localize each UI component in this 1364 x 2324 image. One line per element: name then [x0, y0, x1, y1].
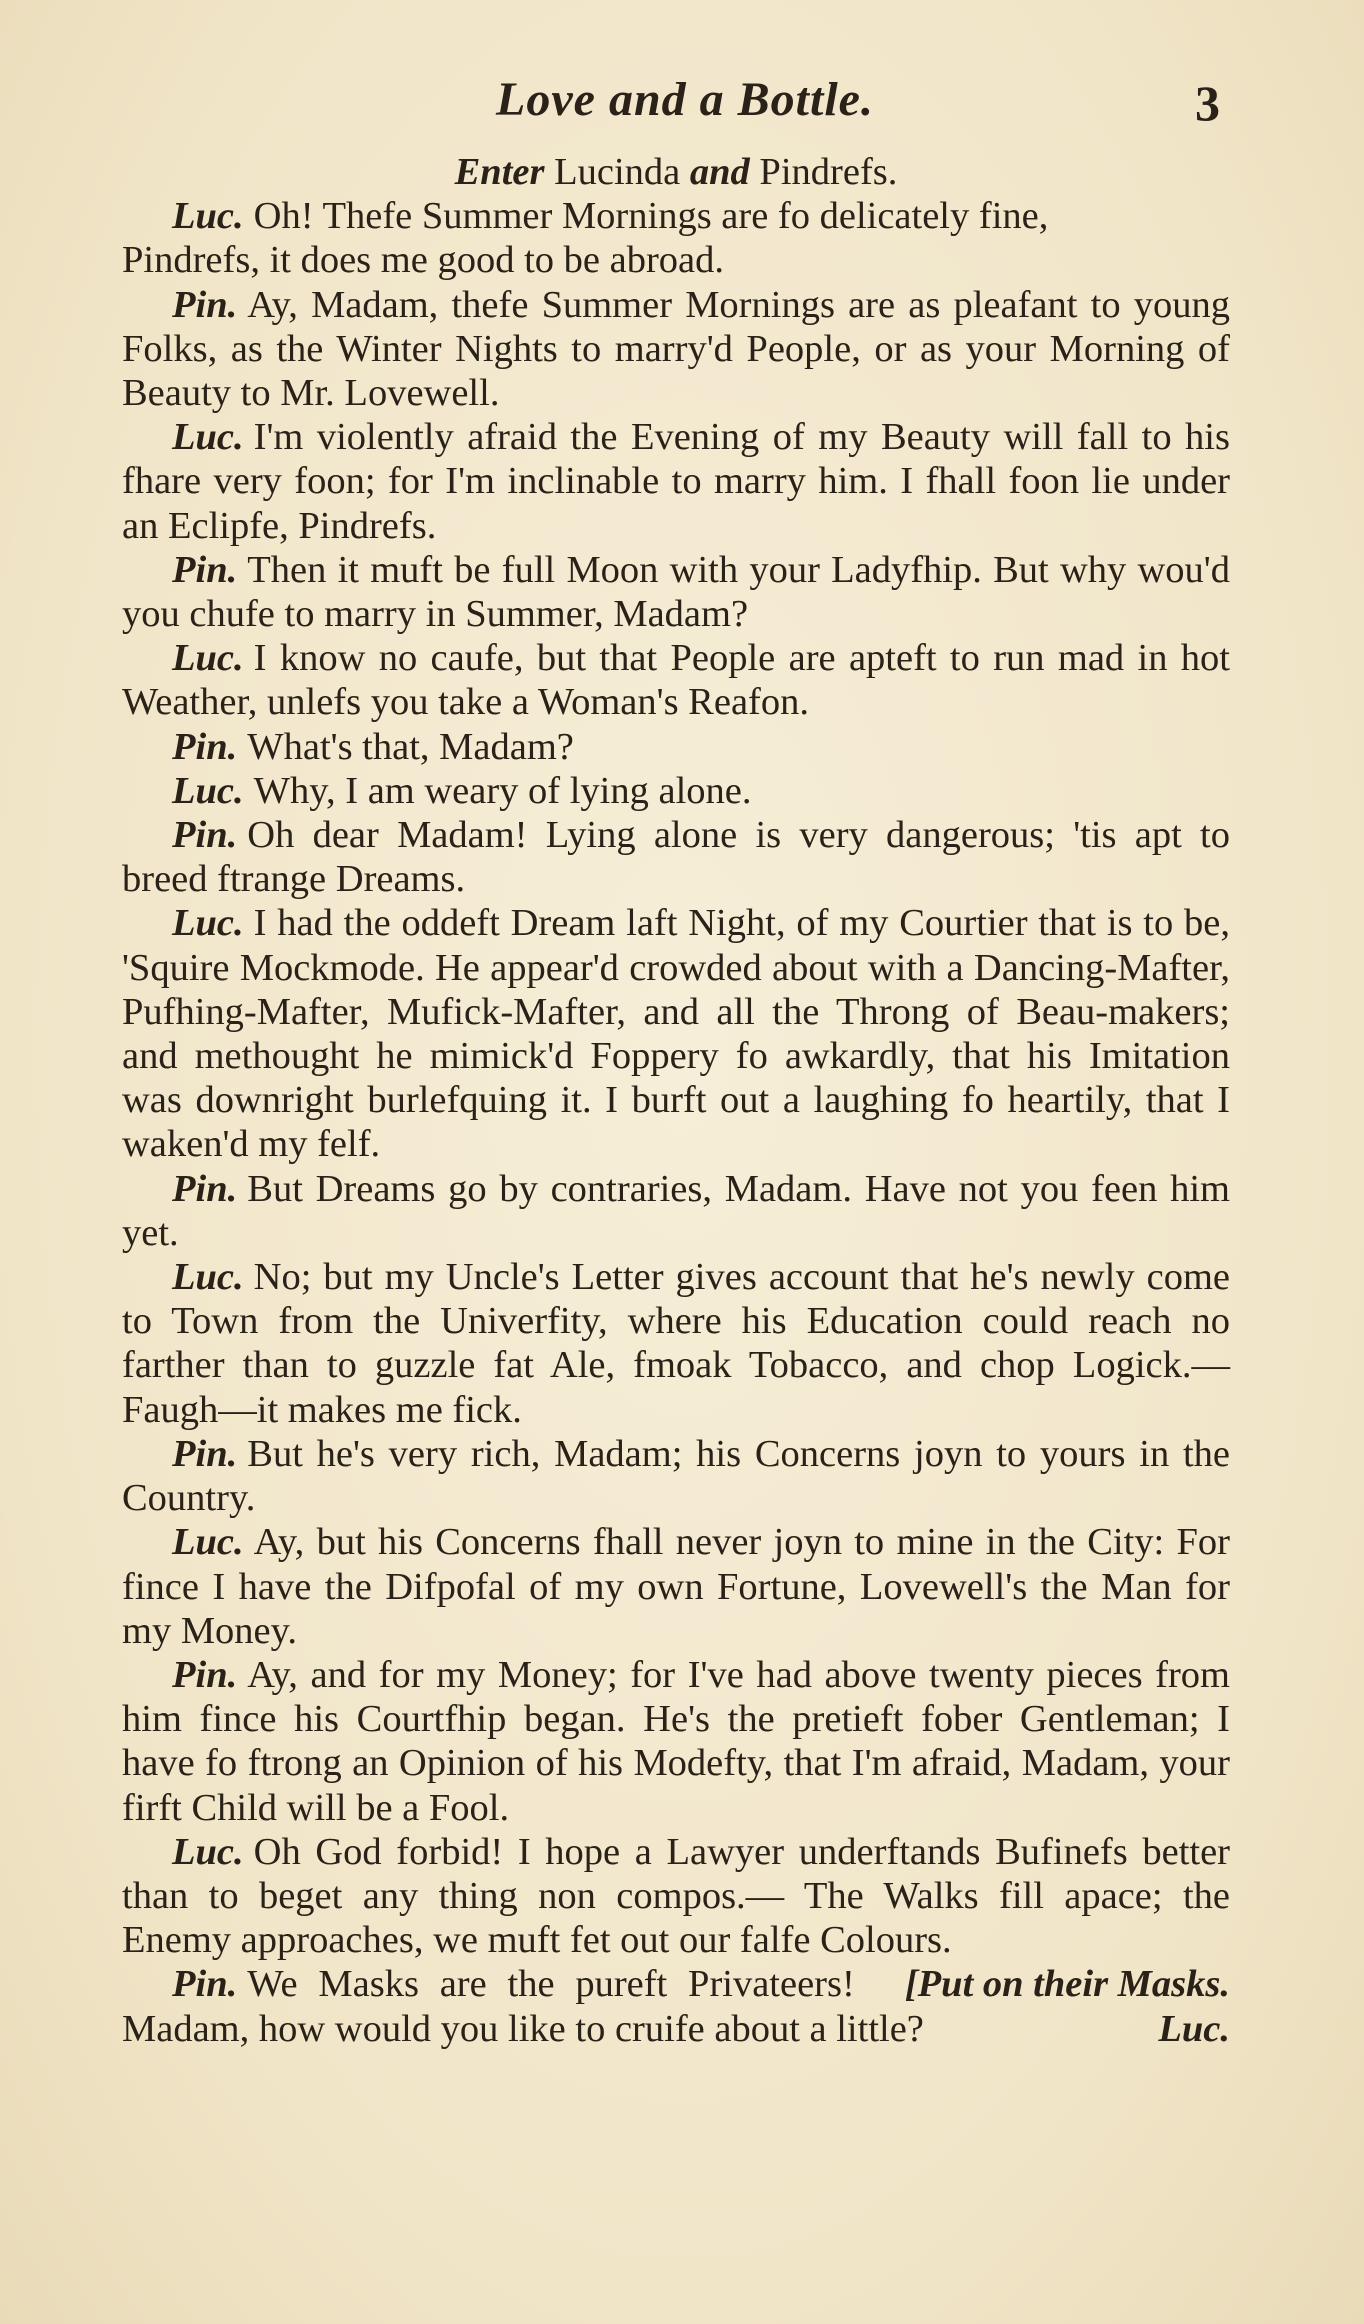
- speech-text: Oh God forbid! I hope a Lawyer underftands Bufinefs better than to beget any thing non compos.— The Walks fill apace; the Enemy approaches, we muft fet out our falfe Colours.: [122, 1830, 1230, 1962]
- speech-text: I had the oddeft Dream laft Night, of my Courtier that is to be, 'Squire Mockmode. He appear'd crowded about with a Dancing-Mafter, Pufhing-Mafter, Mufick-Mafter, and all the Throng of Beau-makers; and methought he mimick'd Foppery fo awkardly, that his Imitation was downright burlefquing it. I burft out a laughing fo heartily, that I waken'd my felf.: [122, 902, 1230, 1166]
- speech-4: [122, 548, 1230, 636]
- speech-0: [122, 194, 1230, 238]
- speaker: Pin.: [172, 1963, 238, 2006]
- speech-8: [122, 813, 1230, 901]
- dialogue-text: [122, 150, 1230, 2051]
- speech-text: Why, I am weary of lying alone.: [253, 769, 752, 812]
- stage-direction-masks: [Put on their Masks.: [904, 1963, 1230, 2006]
- stage-direction-entrance: [122, 150, 1230, 194]
- speech-text: We Masks are the pureft Privateers! Madam, how would you like to cruife about a little?: [122, 1963, 924, 2050]
- speech-7: [122, 769, 1230, 813]
- stage-name-pindress: Pindrefs.: [759, 151, 898, 193]
- speaker: Luc.: [172, 416, 244, 459]
- speech-3: [122, 415, 1230, 548]
- stage-enter: Enter: [454, 151, 545, 193]
- speech-text: But he's very rich, Madam; his Concerns joyn to yours in the Country.: [122, 1432, 1230, 1520]
- page-number: 3: [1195, 75, 1220, 131]
- speech-text: No; but my Uncle's Letter gives account that he's newly come to Town from the Univerfity, where his Education could reach no farther than to guzzle fat Ale, fmoak Tobacco, and chop Logick.—Faugh—it makes me fick.: [122, 1256, 1230, 1431]
- speech-text: Ay, but his Concerns fhall never joyn to mine in the City: For fince I have the Difpofal of my own Fortune, Lovewell's the Man for my Money.: [122, 1521, 1230, 1652]
- running-title: Love and a Bottle.: [496, 73, 874, 126]
- speaker: Luc.: [172, 902, 244, 945]
- speaker: Pin.: [172, 548, 238, 591]
- stage-name-lucinda: Lucinda: [554, 151, 681, 193]
- speech-11: [122, 1255, 1230, 1432]
- running-head: [120, 72, 1250, 142]
- speech-14: [122, 1653, 1230, 1830]
- speaker: Pin.: [172, 814, 238, 857]
- speaker: Pin.: [172, 1167, 238, 1210]
- speaker: Pin.: [172, 283, 238, 326]
- speech-text: Ay, and for my Money; for I've had above twenty pieces from him fince his Courtfhip began. He's the pretieft fober Gentleman; I have fo ftrong an Opinion of his Modefty, that I'm afraid, Madam, your firft Child will be a Fool.: [122, 1653, 1230, 1829]
- speech-text: Ay, Madam, thefe Summer Mornings are as pleafant to young Folks, as the Winter Nights to marry'd People, or as your Morning of Beauty to Mr. Lovewell.: [122, 283, 1230, 415]
- speaker: Luc.: [172, 195, 244, 238]
- speech-5: [122, 636, 1230, 724]
- speech-9: [122, 901, 1230, 1166]
- speech-2: [122, 283, 1230, 416]
- speaker: Luc.: [172, 769, 244, 812]
- speaker: Pin.: [172, 725, 238, 768]
- speech-text: What's that, Madam?: [247, 725, 574, 768]
- speech-text: Pindrefs, it does me good to be abroad.: [122, 239, 724, 282]
- speech-text: I'm violently afraid the Evening of my Beauty will fall to his fhare very foon; for I'm inclinable to marry him. I fhall foon lie under an Eclipfe, Pindrefs.: [122, 416, 1230, 547]
- speaker: Luc.: [172, 1521, 244, 1564]
- speech-text: But Dreams go by contraries, Madam. Have not you feen him yet.: [122, 1167, 1230, 1254]
- stage-and: and: [689, 151, 750, 193]
- speaker: Pin.: [172, 1432, 238, 1475]
- catchword: Luc.: [1158, 2007, 1230, 2050]
- speech-1: [122, 238, 1230, 282]
- speaker: Pin.: [172, 1653, 238, 1696]
- speech-13: [122, 1520, 1230, 1653]
- speech-text: Oh dear Madam! Lying alone is very dangerous; 'tis apt to breed ftrange Dreams.: [122, 814, 1230, 901]
- speaker: Luc.: [172, 1830, 244, 1873]
- speaker: Luc.: [172, 1256, 244, 1299]
- speech-text: I know no caufe, but that People are apteft to run mad in hot Weather, unlefs you take a Woman's Reafon.: [122, 637, 1230, 724]
- speech-10: [122, 1167, 1230, 1255]
- speech-6: [122, 725, 1230, 769]
- speech-text: Then it muft be full Moon with your Ladyfhip. But why wou'd you chufe to marry in Summer, Madam?: [122, 548, 1230, 636]
- speech-12: [122, 1432, 1230, 1520]
- speech-text: Oh! Thefe Summer Mornings are fo delicately fine,: [253, 195, 1049, 238]
- speaker: Luc.: [172, 637, 244, 680]
